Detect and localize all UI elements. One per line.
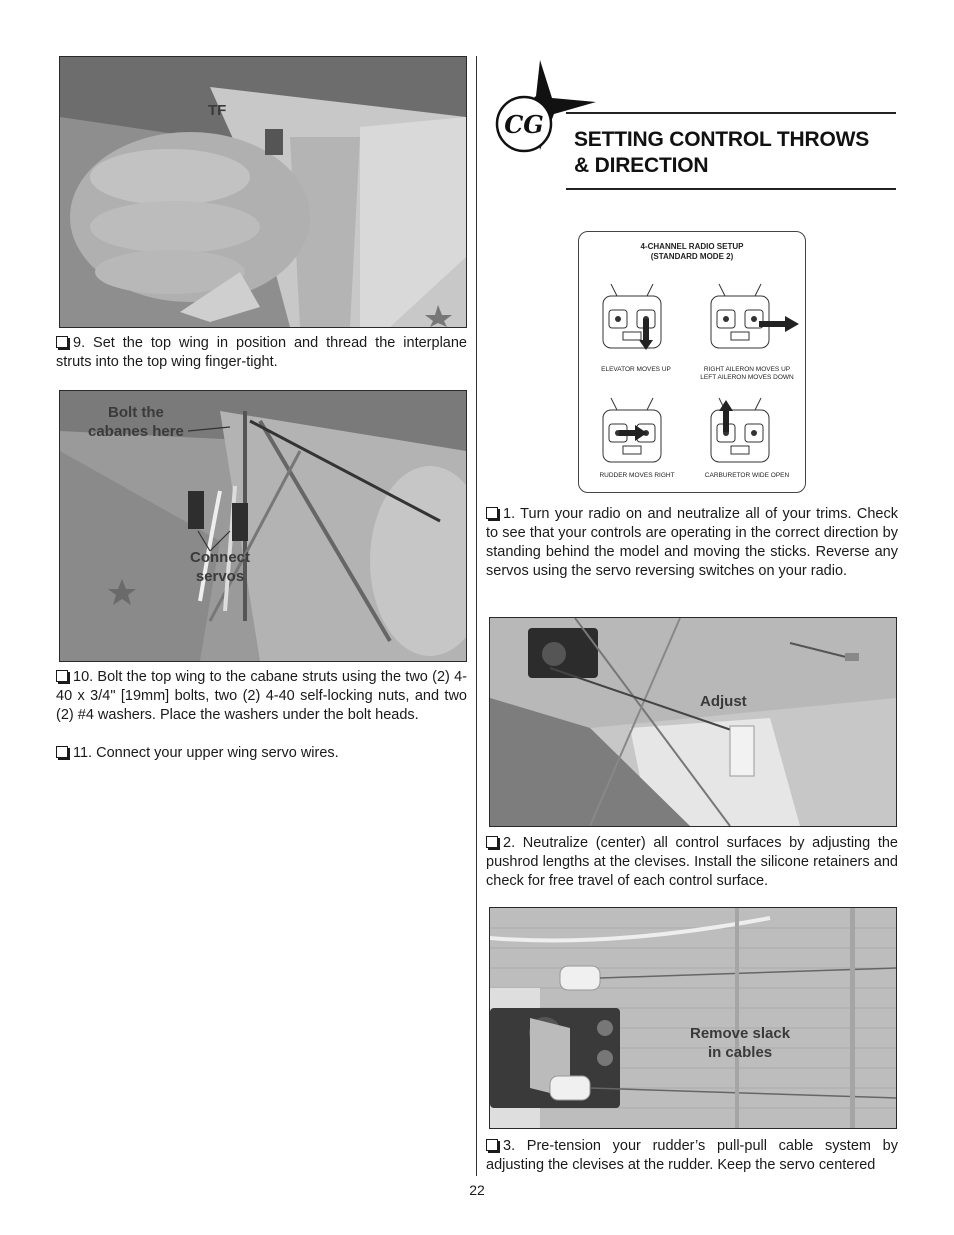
- callout-bolt-line2: cabanes here: [88, 423, 184, 440]
- logo-text: CG: [504, 110, 544, 139]
- callout-slack-line2: in cables: [707, 1044, 773, 1061]
- step-3-text: 3. Pre-tension your rudder’s pull-pull cable system by adjusting the clevises at the rudder. Keep the servo centered: [486, 1138, 898, 1173]
- transmitter-elevator-icon: [599, 282, 665, 352]
- step-11-text: 11. Connect your upper wing servo wires.: [73, 745, 339, 761]
- callout-bolt-cabanes: [88, 403, 184, 441]
- caption-throttle: CARBURETOR WIDE OPEN: [704, 472, 790, 479]
- step-1: [486, 505, 898, 581]
- checkbox-icon[interactable]: [486, 836, 498, 848]
- photo-rudder-cables-image: [490, 908, 896, 1128]
- step-3: [486, 1137, 898, 1175]
- step-9-text: 9. Set the top wing in position and thread the interplane struts into the top wing finger-tight.: [56, 335, 467, 370]
- photo-top-wing-hand: [59, 56, 467, 328]
- callout-tf: TF: [208, 102, 227, 119]
- checkbox-icon[interactable]: [486, 507, 498, 519]
- callout-slack-line1: Remove slack: [690, 1025, 791, 1042]
- step-2: [486, 834, 898, 891]
- checkbox-icon[interactable]: [56, 336, 68, 348]
- section-title: [574, 127, 904, 179]
- callout-connect-line2: servos: [195, 568, 245, 585]
- caption-aileron: [695, 366, 799, 382]
- radio-setup-title: [579, 242, 805, 262]
- transmitter-throttle-icon: [707, 396, 773, 466]
- checkbox-icon[interactable]: [56, 746, 68, 758]
- section-title-line2: & DIRECTION: [574, 154, 709, 177]
- page-number: 22: [469, 1182, 485, 1198]
- checkbox-icon[interactable]: [486, 1139, 498, 1151]
- step-9: [56, 334, 467, 372]
- arrow-right-icon: [759, 316, 799, 332]
- caption-aileron-line2: LEFT AILERON MOVES DOWN: [700, 374, 794, 381]
- column-divider: [476, 56, 477, 1176]
- photo-pushrod-adjust: [489, 617, 897, 827]
- callout-remove-slack: [690, 1024, 790, 1062]
- caption-aileron-line1: RIGHT AILERON MOVES UP: [703, 366, 791, 373]
- transmitter-rudder-icon: [599, 396, 665, 466]
- photo-top-wing-hand-image: [60, 57, 466, 327]
- radio-setup-diagram: [578, 231, 806, 493]
- caption-rudder: RUDDER MOVES RIGHT: [599, 472, 675, 479]
- caption-elevator: ELEVATOR MOVES UP: [601, 366, 671, 373]
- callout-connect-line1: Connect: [190, 549, 250, 566]
- step-2-text: 2. Neutralize (center) all control surfaces by adjusting the pushrod lengths at the clevises. Install the silicone retainers and check for free travel of each control surface.: [486, 835, 898, 889]
- step-1-text: 1. Turn your radio on and neutralize all of your trims. Check to see that your controls are operating in the correct direction by standing behind the model and moving the sticks. Reverse any servos using the servo reversing switches on your radio.: [486, 506, 898, 579]
- photo-rudder-cables: [489, 907, 897, 1129]
- photo-pushrod-adjust-image: [490, 618, 896, 826]
- title-rule-top: [566, 112, 896, 114]
- callout-connect-servos: [190, 548, 250, 586]
- callout-adjust: Adjust: [700, 693, 747, 710]
- photo-cabane-struts: [59, 390, 467, 662]
- callout-bolt-line1: Bolt the: [108, 404, 164, 421]
- checkbox-icon[interactable]: [56, 670, 68, 682]
- step-10: [56, 668, 467, 725]
- step-11: [56, 744, 467, 763]
- radio-title-line2: (STANDARD MODE 2): [650, 252, 734, 261]
- title-rule-bottom: [566, 188, 896, 190]
- radio-title-line1: 4-CHANNEL RADIO SETUP: [640, 242, 744, 251]
- section-title-line1: SETTING CONTROL THROWS: [574, 128, 870, 151]
- step-10-text: 10. Bolt the top wing to the cabane struts using the two (2) 4-40 x 3/4" [19mm] bolts, two (2) 4-40 self-locking nuts, and two (2) #4 washers. Place the washers under the bolt heads.: [56, 669, 467, 723]
